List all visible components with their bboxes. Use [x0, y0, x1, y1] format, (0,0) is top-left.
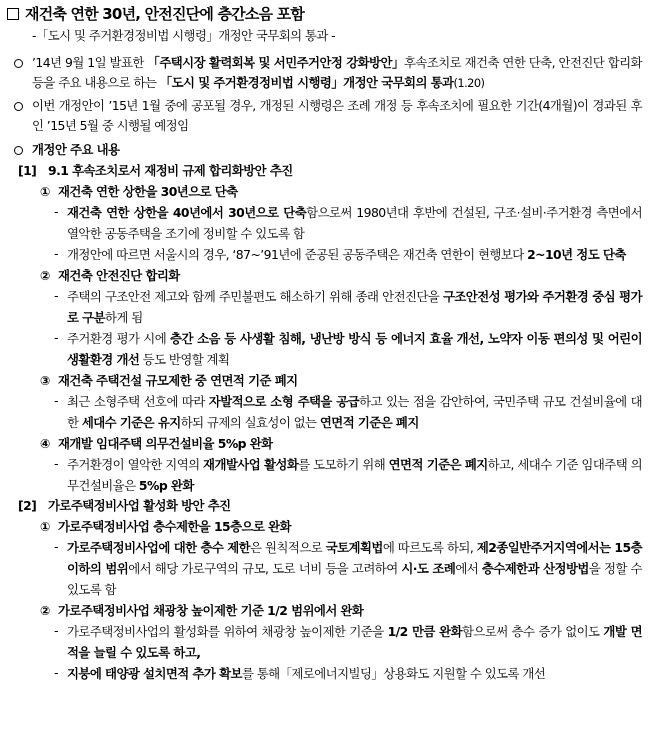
- text-run: 연면적 기준은 폐지: [388, 457, 488, 472]
- sub-item-number: ④: [40, 436, 50, 451]
- detail-text: [67, 391, 642, 433]
- text-run: 함으로써 층수 증가 없이도: [462, 624, 604, 639]
- text-run: 하되 규제의 실효성이 없는: [180, 415, 320, 430]
- text-run: 세대수 기준은 유지: [81, 415, 181, 430]
- sub-item-number: ③: [40, 373, 50, 388]
- text-run: 연면적 기준은 폐지: [319, 415, 419, 430]
- text-run: 구조안전성 평가와 주거환경 중심 평가로 구분: [67, 289, 643, 325]
- text-run: 에서 해당 가로구역의 규모, 도로 너비 등을 고려하여: [128, 561, 402, 576]
- dash-bullet-icon: -: [54, 456, 58, 471]
- text-run: 「도시 및 주거환경정비법 시행령」개정안 국무회의 통과: [159, 75, 454, 90]
- circle-bullet-icon: [14, 146, 23, 155]
- intro-list: [6, 53, 642, 136]
- dash-bullet-icon: -: [54, 246, 58, 261]
- text-run: 개정안에 따르면 서울시의 경우, ‘87~’91년에 준공된 공동주택은 재건축 연한이 현행보다: [67, 247, 528, 262]
- dash-bullet-icon: -: [54, 393, 58, 408]
- detail-bullet: [54, 391, 642, 433]
- intro-bullet: [14, 96, 32, 136]
- sub-item-heading: [36, 266, 642, 286]
- intro-note: (1.20): [453, 76, 485, 90]
- section-heading: [18, 496, 642, 516]
- circle-bullet-icon: [14, 59, 23, 68]
- text-run: 제2종일반주거지역에서는 15층 이하의 범위: [67, 540, 642, 576]
- detail-text: [67, 537, 642, 600]
- text-run: 2~10년 정도 단축: [527, 247, 626, 262]
- sections-list: [6, 161, 642, 684]
- text-run: 은 원칙적으로: [250, 540, 326, 555]
- sub-item-number: ①: [40, 519, 50, 534]
- detail-text: [67, 621, 642, 663]
- text-run: 함으로써 1980년대 후반에 건설된, 구조·설비·주거환경 측면에서 열악한 공동주택을 조기에 정비할 수 있도록 함: [67, 205, 642, 241]
- text-run: 주거환경 평가 시에: [67, 331, 171, 346]
- sub-item-heading: [36, 371, 642, 391]
- sub-item-title: 재건축 주택건설 규모제한 중 연면적 기준 폐지: [58, 373, 298, 388]
- text-run: 최근 소형주택 선호에 따라: [67, 394, 209, 409]
- sub-item-heading: [36, 517, 642, 537]
- dash-bullet-icon: -: [54, 623, 58, 638]
- dash-bullet-icon: -: [54, 330, 58, 345]
- text-run: 이번 개정안이 ’15년 1월 중에 공포될 경우, 개정된 시행령은 조례 개정 등 후속조치에 필요한 기간(4개월)이 경과된 후인 ’15년 5월 중 시행될 예정임: [32, 98, 642, 133]
- section-title: 9.1 후속조치로서 재정비 규제 합리화방안 추진: [48, 163, 293, 178]
- dash-bullet-icon: -: [54, 204, 58, 219]
- text-run: 층간 소음 등 사생활 침해, 냉난방 방식 등 에너지 효율 개선, 노약자 이동 편의성 및 어린이 생활환경 개선: [67, 331, 642, 367]
- section-title: 가로주택정비사업 활성화 방안 추진: [48, 498, 231, 513]
- dash-bullet-icon: -: [54, 665, 58, 680]
- text-run: 하게 됨: [105, 310, 143, 325]
- text-run: 을 정할 수 있도록 함: [67, 561, 642, 597]
- text-run: 재개발사업 활성화: [203, 457, 299, 472]
- sub-item-number: ②: [40, 603, 50, 618]
- text-run: 국토계획법: [325, 540, 383, 555]
- dash-bullet-icon: -: [54, 288, 58, 303]
- text-run: 지붕에 태양광 설치면적 추가 확보: [67, 666, 242, 681]
- detail-bullet: [54, 286, 642, 328]
- text-run: 5%p 완화: [138, 478, 194, 493]
- square-bullet-icon: [7, 8, 19, 20]
- text-run: 등도 반영할 계획: [139, 352, 230, 367]
- detail-bullet: [54, 454, 642, 496]
- detail-text: [67, 202, 642, 244]
- sub-item-title: 가로주택정비사업 층수제한을 15층으로 완화: [58, 519, 291, 534]
- text-run: 자발적으로 소형 주택을 공급: [208, 394, 360, 409]
- detail-bullet: [54, 537, 642, 600]
- detail-bullet: [54, 244, 642, 265]
- detail-bullet: [54, 621, 642, 663]
- text-run: 주택의 구조안전 제고와 함께 주민불편도 해소하기 위해 종래 안전진단을: [67, 289, 443, 304]
- intro-bullet: [14, 53, 32, 93]
- detail-text: [67, 328, 642, 370]
- intro-item: [14, 53, 642, 93]
- text-run: 1/2 만큼 완화: [387, 624, 463, 639]
- sub-item-heading: [36, 182, 642, 202]
- text-run: 가로주택정비사업에 대한 층수 제한: [67, 540, 251, 555]
- detail-bullet: [54, 663, 642, 684]
- sub-item-title: 재개발 임대주택 의무건설비율 5%p 완화: [58, 436, 273, 451]
- detail-text: [67, 244, 642, 265]
- text-run: 가로주택정비사업의 활성화를 위하여 채광창 높이제한 기준을: [67, 624, 388, 639]
- text-run: 주거환경이 열악한 지역의: [67, 457, 204, 472]
- section-number: [2]: [18, 498, 37, 513]
- intro-text: [32, 53, 642, 93]
- text-run: 하고, 세대수 기준 임대주택 의무건설비율은: [67, 457, 643, 493]
- text-run: 개발 면적을 늘릴 수 있도록 하고,: [67, 624, 642, 660]
- text-run: 에 따르도록 하되,: [382, 540, 477, 555]
- dash-bullet-icon: -: [54, 539, 58, 554]
- detail-bullet: [54, 328, 642, 370]
- text-run: 후속조치로 재건축 연한 단축, 안전진단 합리화 등을 주요 내용으로 하는: [32, 55, 642, 90]
- text-run: 재건축 연한 상한을 40년에서 30년으로 단축: [67, 205, 307, 220]
- main-content-heading: [14, 140, 642, 161]
- sub-item-number: ①: [40, 184, 50, 199]
- detail-text: [67, 286, 642, 328]
- section-number: [1]: [18, 163, 37, 178]
- text-run: 시·도 조례: [401, 561, 456, 576]
- detail-text: [67, 454, 642, 496]
- intro-item: [14, 96, 642, 136]
- sub-item-title: 재건축 연한 상한을 30년으로 단축: [58, 184, 238, 199]
- text-run: 층수제한과 산정방법: [481, 561, 589, 576]
- text-run: 를 도모하기 위해: [298, 457, 389, 472]
- text-run: ’14년 9월 1일 발표한: [32, 55, 148, 70]
- circle-bullet-icon: [14, 102, 23, 111]
- sub-item-number: ②: [40, 268, 50, 283]
- text-run: 하고 있는 점을 감안하여, 국민주택 규모 건설비율에 대한: [67, 394, 643, 430]
- detail-bullet: [54, 202, 642, 244]
- sub-item-heading: [36, 434, 642, 454]
- main-content-label: 개정안 주요 내용: [32, 142, 120, 157]
- text-run: 에서: [455, 561, 482, 576]
- text-run: 「주택시장 활력회복 및 서민주거안정 강화방안」: [147, 55, 404, 70]
- page-title: [6, 3, 642, 25]
- sub-item-title: 재건축 안전진단 합리화: [58, 268, 180, 283]
- sub-item-title: 가로주택정비사업 채광창 높이제한 기준 1/2 범위에서 완화: [58, 603, 364, 618]
- text-run: 를 통해「제로에너지빌딩」상용화도 지원할 수 있도록 개선: [241, 666, 546, 681]
- intro-text: [32, 96, 642, 136]
- sub-item-heading: [36, 601, 642, 621]
- detail-text: [67, 663, 642, 684]
- page-subtitle: -「도시 및 주거환경정비법 시행령」개정안 국무회의 통과 -: [32, 28, 336, 43]
- title-text: 재건축 연한 30년, 안전진단에 층간소음 포함: [25, 5, 305, 23]
- section-heading: [18, 161, 642, 181]
